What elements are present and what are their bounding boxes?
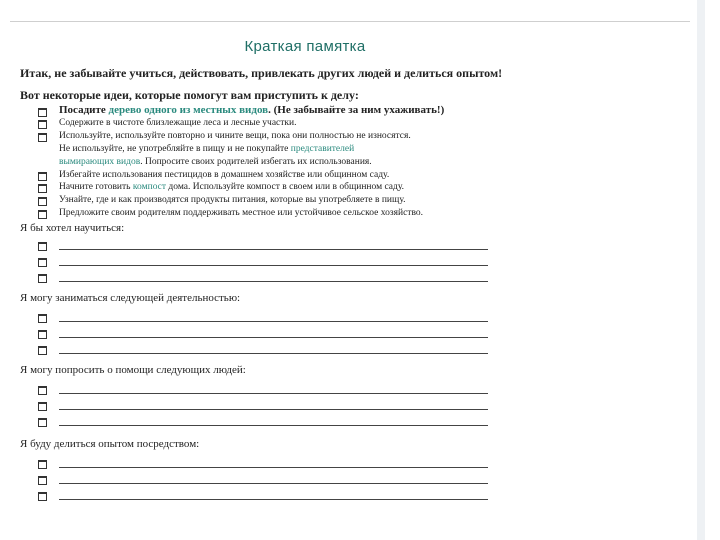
idea-item	[38, 169, 678, 182]
section-label: Я буду делиться опытом посредством:	[20, 438, 200, 450]
answer-line[interactable]	[59, 281, 488, 282]
idea-text: дома. Используйте компост в своем или в общинном саду.	[166, 182, 405, 193]
highlighted-term: вымирающих видов	[59, 156, 141, 167]
idea-item	[38, 104, 678, 117]
top-rule	[10, 21, 690, 22]
ideas-list	[38, 104, 678, 220]
idea-text: Предложите своим родителям поддерживать местное или устойчивое сельское хозяйство.	[59, 208, 423, 219]
idea-text: Используйте, используйте повторно и чините вещи, пока они полностью не износятся.	[59, 130, 411, 141]
section-label: Я бы хотел научиться:	[20, 222, 125, 234]
answer-line[interactable]	[59, 353, 488, 354]
checkbox-icon[interactable]	[38, 402, 47, 411]
idea-item	[38, 117, 678, 130]
answer-line[interactable]	[59, 321, 488, 322]
highlighted-term: дерево одного из местных видов	[108, 104, 269, 116]
answer-row[interactable]	[38, 256, 498, 270]
idea-item	[38, 194, 678, 207]
checkbox-icon[interactable]	[38, 108, 47, 117]
idea-text: Начните готовить	[59, 182, 133, 193]
idea-text: . Попросите своих родителей избегать их использования.	[140, 156, 372, 167]
highlighted-term: компост	[132, 182, 167, 193]
section-label: Я могу попросить о помощи следующих людей:	[20, 364, 246, 376]
answer-row[interactable]	[38, 400, 498, 414]
checkbox-icon[interactable]	[38, 133, 47, 142]
checkbox-icon[interactable]	[38, 242, 47, 251]
idea-item	[38, 207, 678, 220]
idea-text: Избегайте использования пестицидов в домашнем хозяйстве или общинном саду.	[59, 169, 390, 180]
checkbox-icon[interactable]	[38, 172, 47, 181]
checkbox-icon[interactable]	[38, 346, 47, 355]
checkbox-icon[interactable]	[38, 274, 47, 283]
answer-row[interactable]	[38, 416, 498, 430]
answer-row[interactable]	[38, 312, 498, 326]
checkbox-icon[interactable]	[38, 386, 47, 395]
idea-text: . (Не забывайте за ним ухаживать!)	[268, 104, 445, 116]
intro-text: Итак, не забывайте учиться, действовать, привлекать других людей и делиться опытом!	[20, 66, 503, 80]
answer-row[interactable]	[38, 490, 498, 504]
answer-line[interactable]	[59, 265, 488, 266]
answer-line[interactable]	[59, 467, 488, 468]
idea-text: Содержите в чистоте близлежащие леса и лесные участки.	[59, 117, 297, 128]
answer-row[interactable]	[38, 272, 498, 286]
checkbox-icon[interactable]	[38, 197, 47, 206]
highlighted-term: представителей	[290, 143, 355, 154]
answer-line[interactable]	[59, 499, 488, 500]
answer-line[interactable]	[59, 393, 488, 394]
section-label: Я могу заниматься следующей деятельностью:	[20, 292, 241, 304]
answer-row[interactable]	[38, 474, 498, 488]
idea-item	[38, 181, 678, 194]
idea-item	[38, 130, 678, 143]
checkbox-icon[interactable]	[38, 258, 47, 267]
ideas-heading: Вот некоторые идеи, которые помогут вам приступить к делу:	[20, 88, 359, 102]
checkbox-icon[interactable]	[38, 184, 47, 193]
checkbox-icon[interactable]	[38, 120, 47, 129]
idea-item	[38, 156, 678, 169]
answer-row[interactable]	[38, 458, 498, 472]
page-title: Краткая памятка	[244, 38, 366, 55]
checkbox-icon[interactable]	[38, 492, 47, 501]
checkbox-icon[interactable]	[38, 210, 47, 219]
answer-row[interactable]	[38, 328, 498, 342]
answer-line[interactable]	[59, 249, 488, 250]
idea-text: Посадите	[59, 104, 109, 116]
answer-row[interactable]	[38, 344, 498, 358]
answer-line[interactable]	[59, 337, 488, 338]
answer-line[interactable]	[59, 483, 488, 484]
answer-row[interactable]	[38, 384, 498, 398]
answer-row[interactable]	[38, 240, 498, 254]
answer-line[interactable]	[59, 409, 488, 410]
checkbox-icon[interactable]	[38, 314, 47, 323]
idea-item	[38, 143, 678, 156]
checkbox-icon[interactable]	[38, 418, 47, 427]
idea-text: Не используйте, не употребляйте в пищу и не покупайте	[59, 143, 291, 154]
checkbox-icon[interactable]	[38, 330, 47, 339]
checkbox-icon[interactable]	[38, 460, 47, 469]
answer-line[interactable]	[59, 425, 488, 426]
idea-text: Узнайте, где и как производятся продукты питания, которые вы употребляете в пищу.	[59, 195, 406, 206]
side-strip	[697, 0, 705, 540]
checkbox-icon[interactable]	[38, 476, 47, 485]
